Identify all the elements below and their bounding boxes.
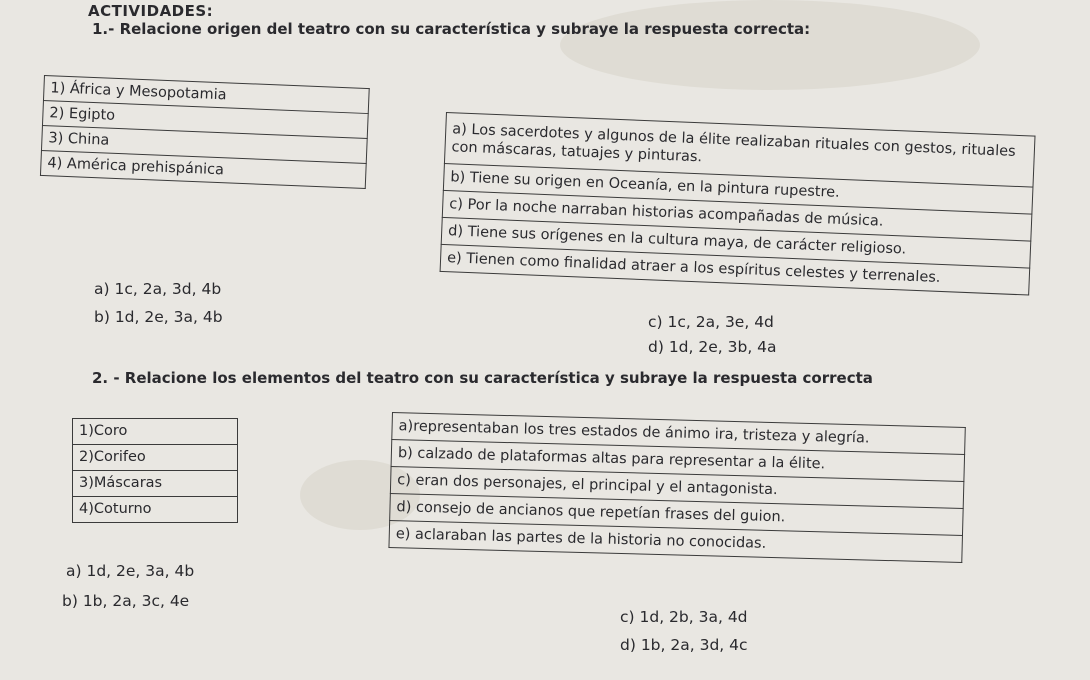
trait-item: b) calzado de plataformas altas para representar a la élite. <box>391 440 965 482</box>
origin-item: 4) América prehispánica <box>40 150 366 188</box>
element-item: 4)Coturno <box>73 497 238 523</box>
trait-item: d) Tiene sus orígenes en la cultura maya, de carácter religioso. <box>441 217 1031 268</box>
q1-traits-table <box>440 112 1036 296</box>
element-item: 1)Coro <box>73 419 238 445</box>
q1-origins-table <box>40 75 370 189</box>
q2-option-b[interactable]: b) 1b, 2a, 3c, 4e <box>62 592 190 610</box>
q1-option-a[interactable]: a) 1c, 2a, 3d, 4b <box>94 280 222 298</box>
origin-item: 3) China <box>41 125 367 163</box>
element-item: 2)Corifeo <box>73 445 238 471</box>
q2-option-c[interactable]: c) 1d, 2b, 3a, 4d <box>620 608 748 626</box>
trait-item: e) Tienen como finalidad atraer a los espíritus celestes y terrenales. <box>440 244 1030 295</box>
paper-stain <box>560 0 980 90</box>
trait-item: d) consejo de ancianos que repetían frases del guion. <box>390 493 964 535</box>
q1-option-b[interactable]: b) 1d, 2e, 3a, 4b <box>94 308 223 326</box>
q2-option-a[interactable]: a) 1d, 2e, 3a, 4b <box>66 562 195 580</box>
q1-option-c[interactable]: c) 1c, 2a, 3e, 4d <box>648 313 774 331</box>
q2-traits-table <box>388 412 965 563</box>
q1-option-d[interactable]: d) 1d, 2e, 3b, 4a <box>648 338 777 356</box>
q2-elements-table <box>72 418 238 523</box>
q2-option-d[interactable]: d) 1b, 2a, 3d, 4c <box>620 636 748 654</box>
question-1-prompt: 1.- Relacione origen del teatro con su característica y subraye la respuesta correcta: <box>92 20 811 38</box>
page-heading: ACTIVIDADES: <box>88 2 214 20</box>
element-item: 3)Máscaras <box>73 471 238 497</box>
trait-item: b) Tiene su origen en Oceanía, en la pintura rupestre. <box>443 163 1033 214</box>
trait-item: a)representaban los tres estados de ánimo ira, tristeza y alegría. <box>392 413 966 455</box>
trait-item: c) Por la noche narraban historias acompañadas de música. <box>442 190 1032 241</box>
origin-item: 1) África y Mesopotamia <box>43 76 369 114</box>
origin-item: 2) Egipto <box>42 100 368 138</box>
trait-item: e) aclaraban las partes de la historia no conocidas. <box>389 520 963 562</box>
trait-item: c) eran dos personajes, el principal y el antagonista. <box>390 466 964 508</box>
question-2-prompt: 2. - Relacione los elementos del teatro con su característica y subraye la respuesta correcta <box>92 369 873 387</box>
trait-item: a) Los sacerdotes y algunos de la élite realizaban rituales con gestos, rituales con máscaras, tatuajes y pinturas. <box>444 113 1035 188</box>
